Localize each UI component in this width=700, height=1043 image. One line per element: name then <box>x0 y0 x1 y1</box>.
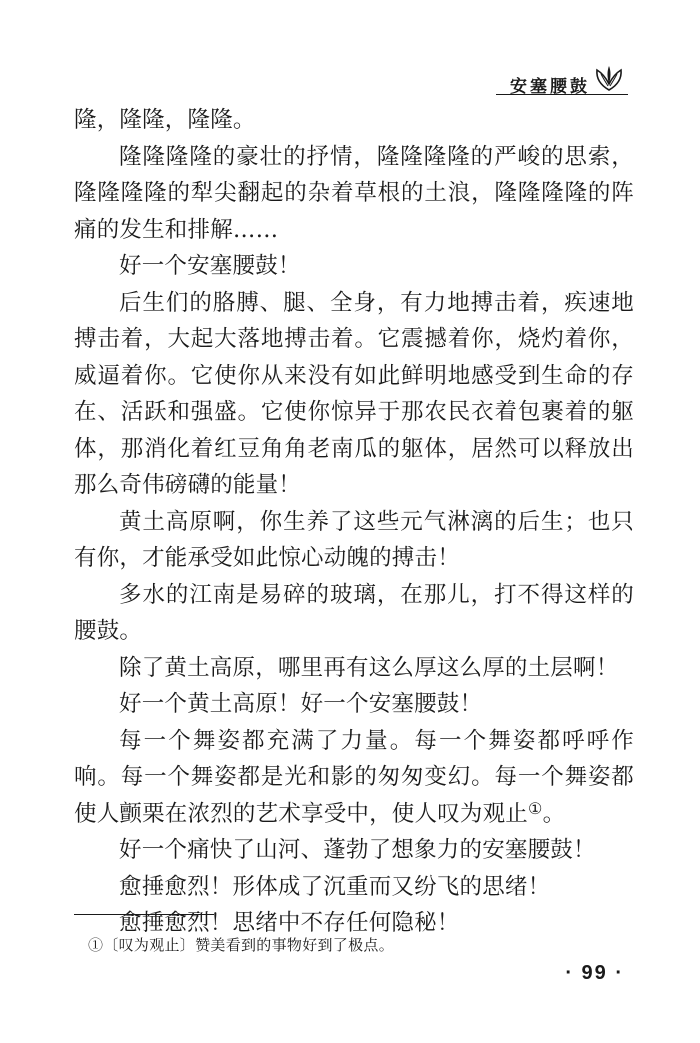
page-number: · 99 · <box>565 962 624 984</box>
header-title: 安塞腰鼓 <box>510 77 590 97</box>
paragraph: 愈捶愈烈！思绪中不存任何隐秘！ <box>119 910 460 936</box>
paragraph: 好一个安塞腰鼓！ <box>119 253 301 279</box>
paragraph: 每一个舞姿都充满了力量。每一个舞姿都呼呼作响。每一个舞姿都是光和影的匆匆变幻。每一个舞姿都使人颤栗在浓烈的艺术享受中，使人叹为观止①。 <box>74 727 634 827</box>
main-text <box>74 102 634 942</box>
footnote-rule <box>74 914 214 915</box>
paragraph: 好一个痛快了山河、蓬勃了想象力的安塞腰鼓！ <box>119 837 596 863</box>
paragraph: 除了黄土高原，哪里再有这么厚这么厚的土层啊！ <box>119 654 619 681</box>
lotus-leaf-icon <box>592 64 626 92</box>
paragraph: 愈捶愈烈！形体成了沉重而又纷飞的思绪！ <box>119 873 551 900</box>
footnote-marker: ① <box>528 798 543 818</box>
paragraph: 黄土高原啊，你生养了这些元气淋漓的后生；也只有你，才能承受如此惊心动魄的搏击！ <box>74 508 634 571</box>
header-rule <box>496 94 628 95</box>
paragraph: 好一个黄土高原！好一个安塞腰鼓！ <box>119 691 483 717</box>
paragraph: 后生们的胳膊、腿、全身，有力地搏击着，疾速地搏击着，大起大落地搏击着。它震撼着你，烧灼着你，威逼着你。它使你从来没有如此鲜明地感受到生命的存在、活跃和强盛。它使你惊异于那农民衣着包裹着的躯体，那消化着红豆角角老南瓜的躯体，居然可以释放出那么奇伟磅礴的能量！ <box>74 289 634 498</box>
footnote: ①〔叹为观止〕赞美看到的事物好到了极点。 <box>88 936 395 954</box>
running-header <box>72 64 628 98</box>
paragraph: 隆隆隆隆的豪壮的抒情，隆隆隆隆的严峻的思索，隆隆隆隆的犁尖翻起的杂着草根的土浪，隆隆隆隆的阵痛的发生和排解…… <box>74 143 634 243</box>
paragraph: 多水的江南是易碎的玻璃，在那儿，打不得这样的腰鼓。 <box>74 581 634 644</box>
paragraph: 隆，隆隆，隆隆。 <box>74 107 256 133</box>
